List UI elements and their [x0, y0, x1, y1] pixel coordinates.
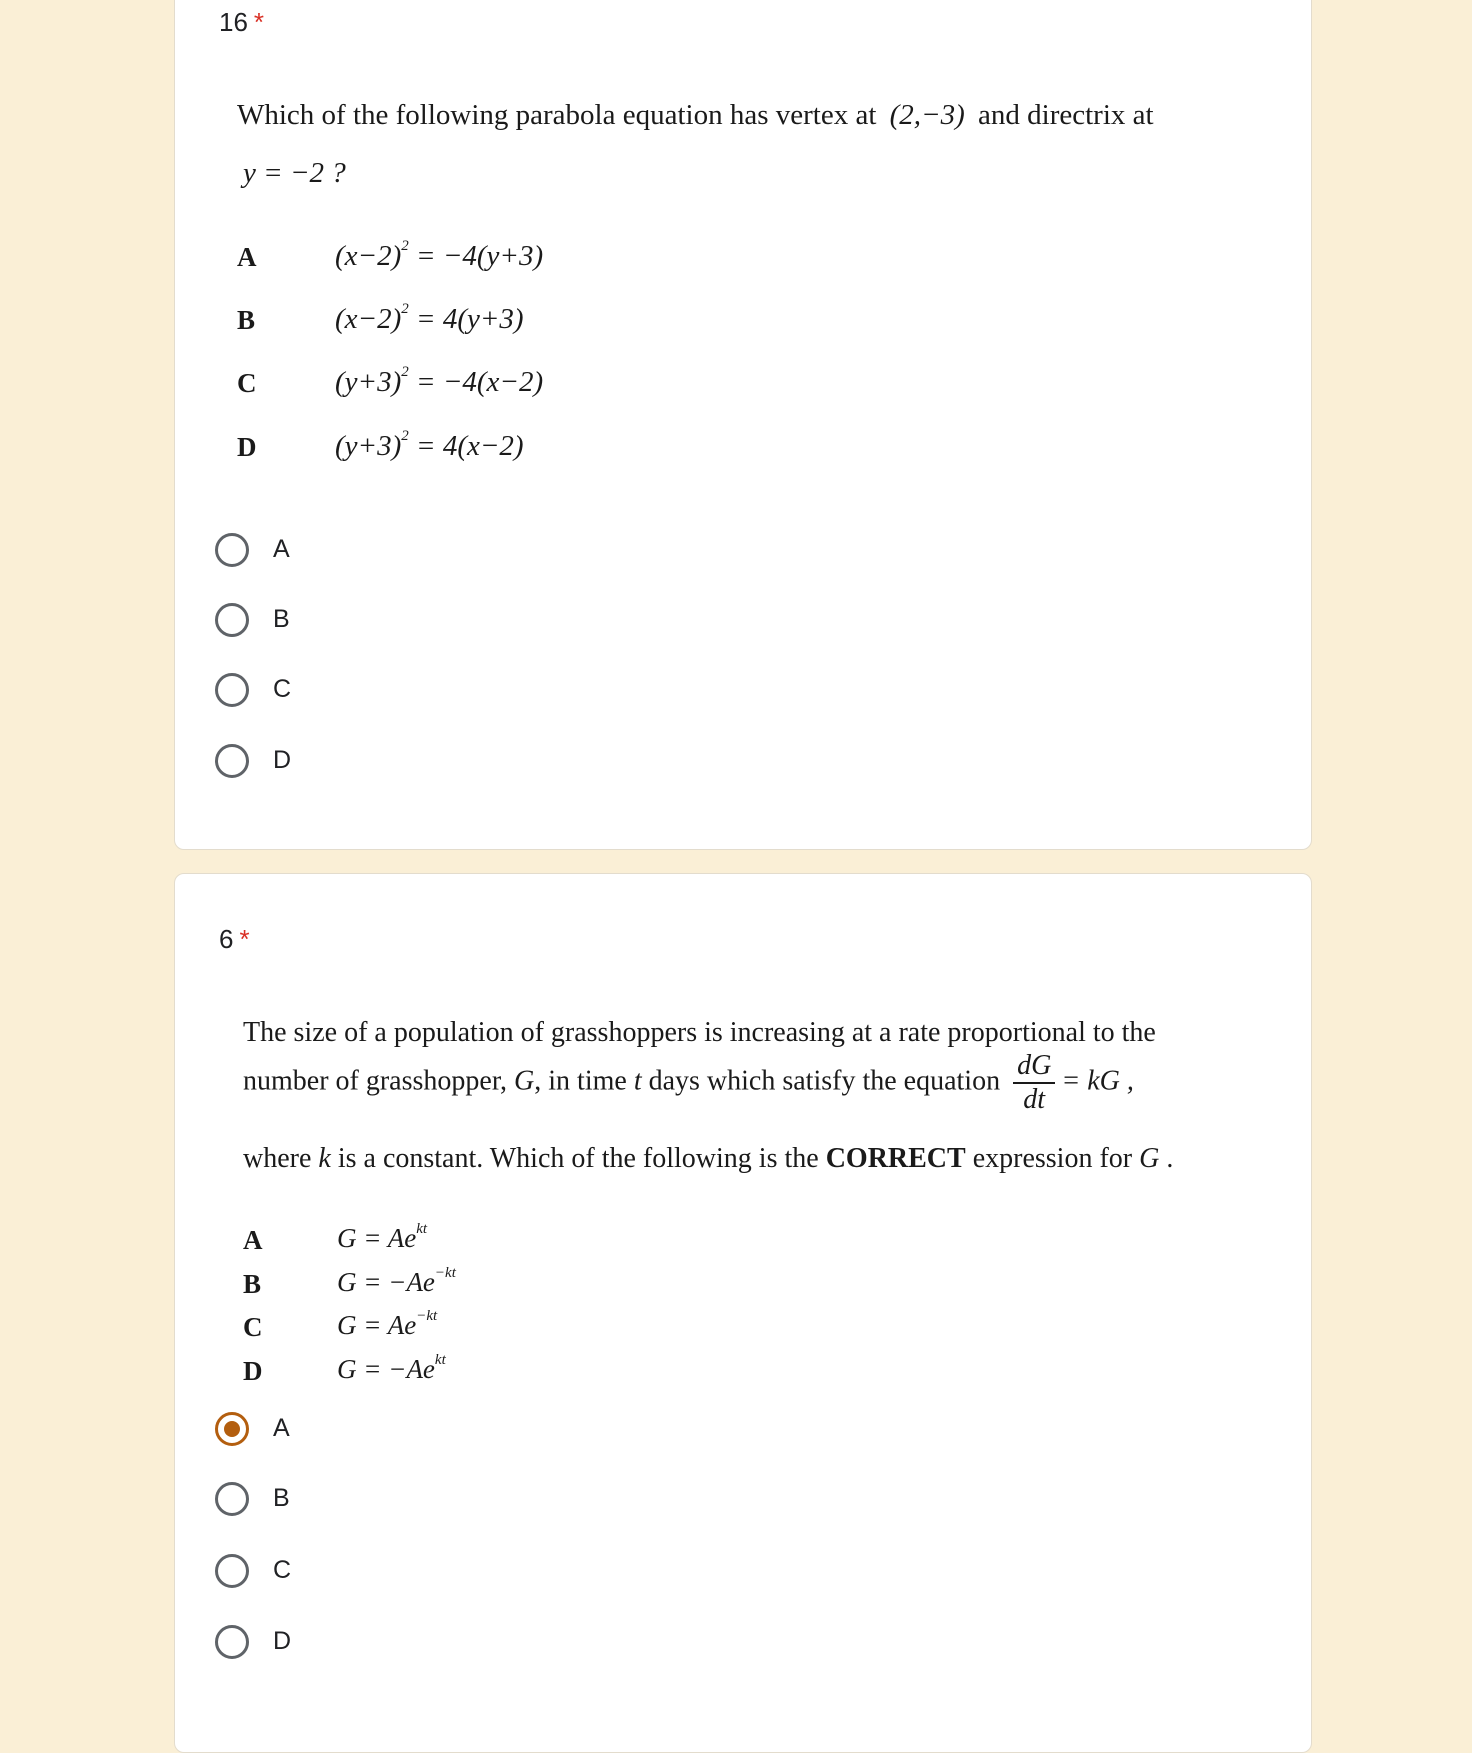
option-equation	[337, 1354, 446, 1385]
equation-exponent: 2	[401, 238, 409, 255]
option-letter: B	[243, 1269, 262, 1299]
option-equation	[335, 240, 543, 273]
vertex-coords: (2,−3)	[889, 99, 965, 131]
equation-base: G = −Ae	[337, 1354, 435, 1384]
equation-lhs: (y+3)	[335, 430, 402, 462]
question-title	[219, 7, 264, 38]
choice-b[interactable]: B	[215, 1477, 515, 1521]
question-title	[219, 924, 250, 955]
option-letter: A	[237, 242, 257, 272]
derivative-fraction: $\frac{dG}{dt}$	[1013, 1052, 1055, 1114]
equation-rhs: = −4(y+3)	[408, 240, 544, 272]
required-asterisk: *	[239, 924, 250, 954]
equation-lhs: (x−2)	[335, 240, 402, 272]
equation-rhs: = 4(y+3)	[408, 303, 524, 335]
question-card-6	[174, 873, 1312, 1753]
radio-d[interactable]	[215, 744, 249, 778]
question-number: 16	[219, 7, 248, 37]
question-stem-line2: number of grasshopper, G, in time t days which satisfy the equation $\frac{dG}{dt}$ = kG ,	[243, 1050, 1134, 1115]
equation-lhs: (x−2)	[335, 303, 402, 335]
question-number: 6	[219, 924, 234, 954]
choice-a[interactable]: A	[215, 528, 515, 572]
radio-a[interactable]	[215, 533, 249, 567]
option-equation	[335, 303, 524, 336]
equation-lhs: (y+3)	[335, 366, 402, 398]
option-equation	[337, 1267, 456, 1298]
option-equation	[335, 366, 543, 399]
question-stem-line1: Which of the following parabola equation has vertex at (2,−3) and directrix at	[237, 99, 1154, 131]
required-asterisk: *	[253, 7, 265, 37]
equation-base: G = Ae	[337, 1310, 417, 1340]
option-letter: D	[237, 432, 257, 462]
equation-exponent: −kt	[416, 1308, 438, 1324]
question-card-16	[174, 0, 1312, 850]
equation-exponent: 2	[401, 428, 409, 445]
equation-rhs: = 4(x−2)	[408, 430, 524, 462]
option-letter: B	[237, 305, 256, 335]
radio-c[interactable]	[215, 1554, 249, 1588]
option-letter: C	[237, 368, 257, 398]
choice-b[interactable]: B	[215, 598, 515, 642]
choice-d[interactable]: D	[215, 739, 515, 783]
radio-dot	[224, 1421, 240, 1437]
option-letter: A	[243, 1225, 263, 1255]
radio-c[interactable]	[215, 673, 249, 707]
option-equation	[337, 1223, 427, 1254]
question-stem-line2: y = −2 ?	[243, 157, 346, 189]
equation-exponent: −kt	[434, 1265, 456, 1281]
choice-d[interactable]: D	[215, 1620, 515, 1664]
equation-base: G = −Ae	[337, 1267, 435, 1297]
choice-a[interactable]: A	[215, 1407, 515, 1451]
option-equation	[335, 430, 524, 463]
radio-b[interactable]	[215, 603, 249, 637]
equation-exponent: 2	[401, 364, 409, 381]
choice-c[interactable]: C	[215, 668, 515, 712]
radio-a-selected[interactable]	[215, 1412, 249, 1446]
equation-exponent: kt	[416, 1221, 428, 1237]
option-letter: D	[243, 1356, 263, 1386]
question-stem-line3: where k is a constant. Which of the following is the CORRECT expression for G .	[243, 1143, 1174, 1174]
equation-exponent: 2	[401, 301, 409, 318]
equation-rhs: = −4(x−2)	[408, 366, 544, 398]
question-stem-line1: The size of a population of grasshoppers is increasing at a rate proportional to the	[243, 1017, 1156, 1048]
equation-exponent: kt	[434, 1352, 446, 1368]
option-equation	[337, 1310, 437, 1341]
radio-d[interactable]	[215, 1625, 249, 1659]
radio-b[interactable]	[215, 1482, 249, 1516]
option-letter: C	[243, 1312, 263, 1342]
equation-base: G = Ae	[337, 1223, 417, 1253]
choice-c[interactable]: C	[215, 1549, 515, 1593]
